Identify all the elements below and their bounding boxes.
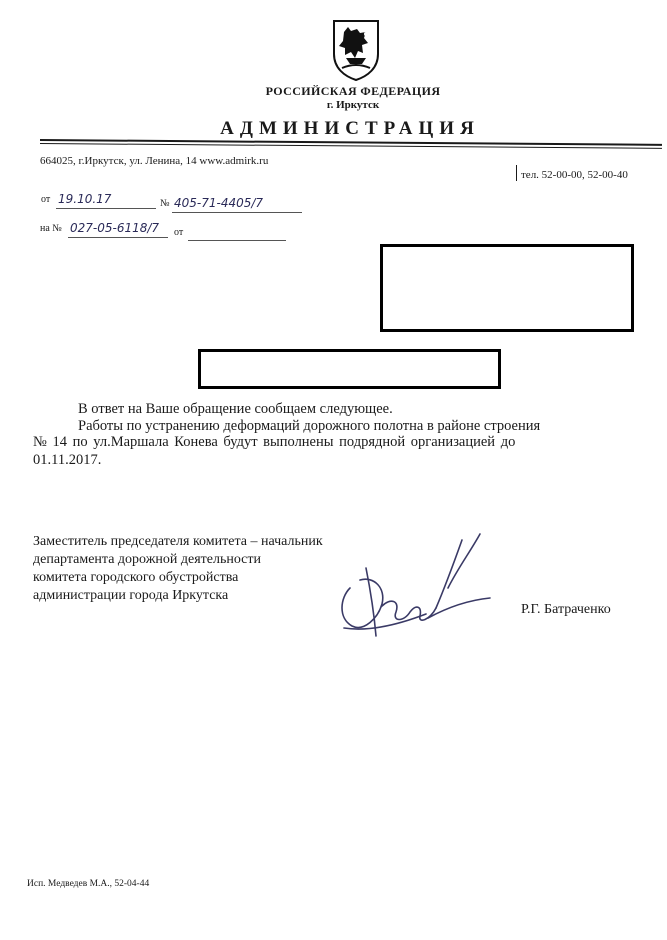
signatory-position	[33, 533, 323, 605]
position-line-3: комитета городского обустройства	[33, 570, 239, 585]
phone-line: тел. 52-00-00, 52-00-40	[521, 169, 628, 181]
from-date-underline	[56, 208, 156, 209]
executor-info: Исп. Медведев М.А., 52-04-44	[27, 879, 150, 889]
coat-of-arms-emblem	[330, 18, 382, 82]
number-label: №	[160, 198, 170, 209]
organization-title: АДМИНИСТРАЦИЯ	[220, 118, 480, 139]
re-number-underline	[68, 237, 168, 238]
intro-text: В ответ на Ваше обращение сообщаем следующее.	[78, 401, 393, 417]
handwritten-signature	[330, 528, 510, 643]
number-value: 405-71-4405/7	[174, 196, 264, 210]
from-date-value: 19.10.17	[58, 192, 112, 206]
redacted-recipient-box	[380, 244, 634, 332]
signer-name: Р.Г. Батраченко	[521, 602, 611, 617]
country-name: РОССИЙСКАЯ ФЕДЕРАЦИЯ	[265, 84, 441, 98]
re-number-label: на №	[40, 223, 62, 234]
paragraph-line-2: № 14 по ул.Маршала Конева будут выполнены подрядной организацией до	[33, 434, 516, 450]
re-from-underline	[188, 240, 286, 241]
re-number-value: 027-05-6118/7	[70, 221, 160, 235]
position-line-2: департамента дорожной деятельности	[33, 552, 262, 567]
re-from-label: от	[174, 227, 184, 238]
position-line-4: администрации города Иркутска	[33, 588, 229, 603]
paragraph-line-3: 01.11.2017.	[33, 452, 102, 468]
from-label: от	[41, 194, 51, 205]
number-underline	[172, 212, 302, 213]
redacted-salutation-box	[198, 349, 501, 389]
address-line: 664025, г.Иркутск, ул. Ленина, 14 www.admirk.ru	[40, 155, 269, 167]
city-name: г. Иркутск	[326, 99, 380, 111]
position-line-1: Заместитель председателя комитета – начальник	[33, 534, 323, 549]
phone-divider	[516, 165, 517, 181]
paragraph-line-1: Работы по устранению деформаций дорожного полотна в районе строения	[78, 418, 541, 434]
